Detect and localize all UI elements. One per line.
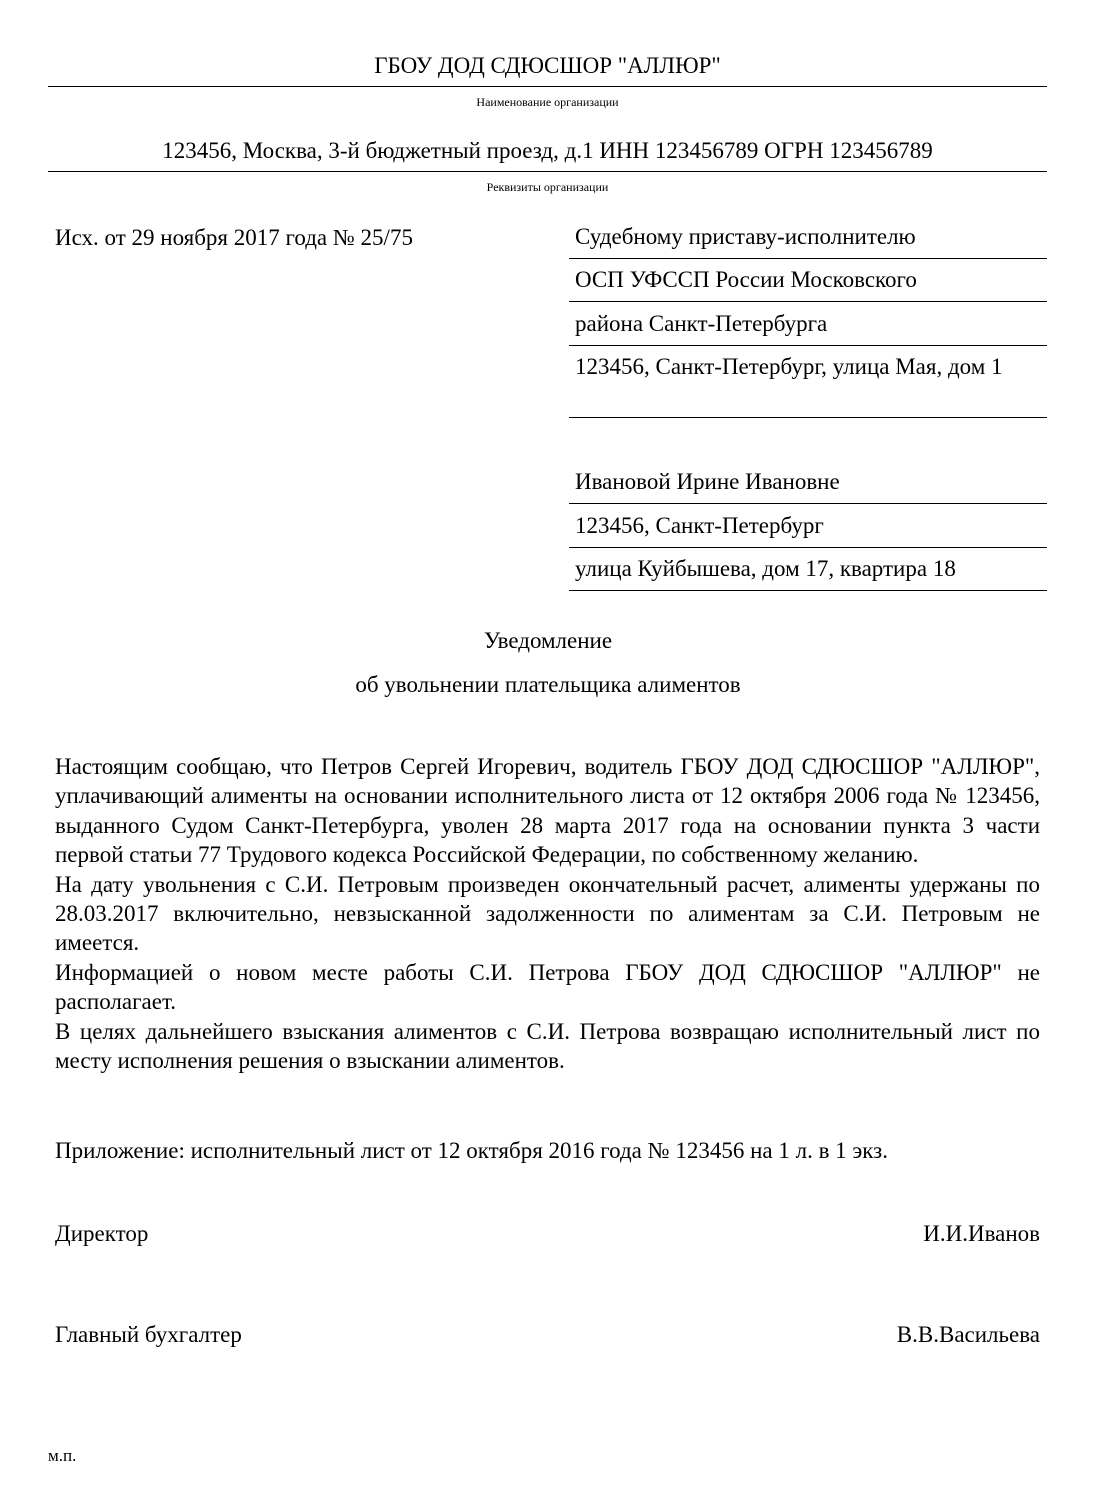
- organization-name-caption: Наименование организации: [476, 95, 619, 109]
- body-paragraph: На дату увольнения с С.И. Петровым произведен окончательный расчет, алименты удержаны по 28.03.2017 включительно, невзысканной задолженности по алиментам за С.И. Петровым не имеется.: [55, 871, 1040, 956]
- body-paragraph: В целях дальнейшего взыскания алиментов с С.И. Петрова возвращаю исполнительный лист по месту исполнения решения о взыскании алиментов.: [55, 1018, 1040, 1074]
- accountant-signature-row: [55, 1321, 1040, 1349]
- addressee-line: района Санкт-Петербурга: [569, 309, 1047, 346]
- addressee-line: Судебному приставу-исполнителю: [569, 222, 1047, 259]
- appendix: Приложение: исполнительный лист от 12 октября 2016 года № 123456 на 1 л. в 1 экз.: [55, 1138, 889, 1163]
- organization-requisites-caption: Реквизиты организации: [486, 180, 609, 194]
- director-name: И.И.Иванов: [923, 1221, 1040, 1246]
- addressee-line: улица Куйбышева, дом 17, квартира 18: [569, 554, 1047, 591]
- divider: [48, 86, 1047, 87]
- addressee-line: 123456, Санкт-Петербург: [569, 511, 1047, 548]
- outgoing-number: Исх. от 29 ноября 2017 года № 25/75: [55, 225, 413, 250]
- document-title: Уведомление: [483, 628, 613, 653]
- director-title: Директор: [55, 1221, 149, 1246]
- body-paragraph: Настоящим сообщаю, что Петров Сергей Игоревич, водитель ГБОУ ДОД СДЮСШОР "АЛЛЮР", уплачивающий алименты на основании исполнительного листа от 12 октября 2006 года № 123456, выданного Судом Санкт-Петербурга, уволен 28 марта 2017 года на основании пункта 3 части первой статьи 77 Трудового кодекса Российской Федерации, по собственному желанию.: [55, 754, 1040, 868]
- stamp-label: м.п.: [48, 1446, 77, 1465]
- document-subtitle: об увольнении плательщика алиментов: [355, 672, 741, 697]
- document-body: [55, 752, 1040, 1075]
- organization-requisites: 123456, Москва, 3-й бюджетный проезд, д.1 ИНН 123456789 ОГРН 123456789: [162, 138, 933, 163]
- director-signature-row: [55, 1220, 1040, 1248]
- organization-name: ГБОУ ДОД СДЮСШОР "АЛЛЮР": [374, 53, 721, 78]
- addressee-line: ОСП УФССП России Московского: [569, 265, 1047, 302]
- addressee-line: Ивановой Ирине Ивановне: [569, 467, 1047, 504]
- accountant-title: Главный бухгалтер: [55, 1322, 242, 1347]
- addressee-line: 123456, Санкт-Петербург, улица Мая, дом 1: [569, 352, 1047, 418]
- divider: [48, 171, 1047, 172]
- accountant-name: В.В.Васильева: [896, 1322, 1040, 1347]
- body-paragraph: Информацией о новом месте работы С.И. Петрова ГБОУ ДОД СДЮСШОР "АЛЛЮР" не располагает.: [55, 959, 1040, 1015]
